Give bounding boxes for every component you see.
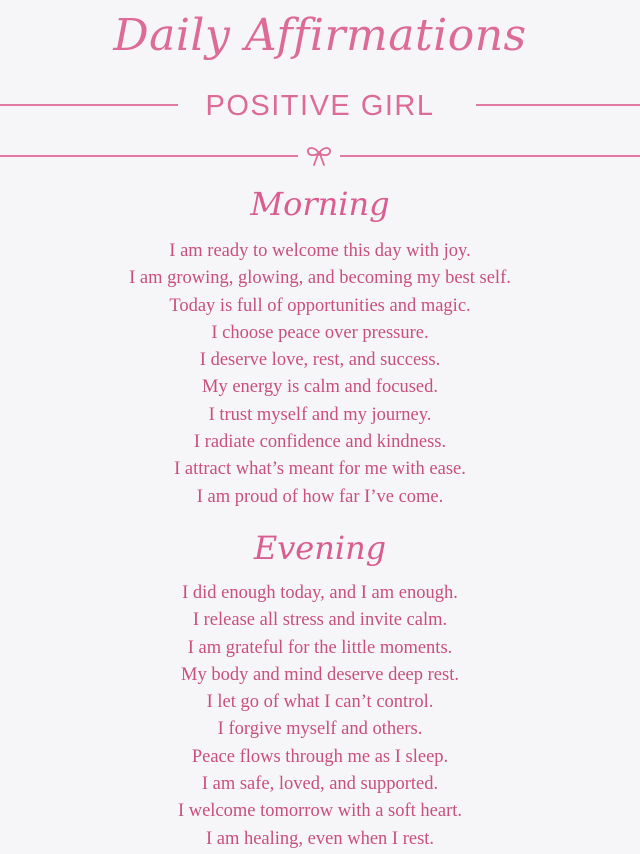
list-item: I release all stress and invite calm.	[192, 610, 448, 631]
list-item: I trust myself and my journey.	[208, 404, 432, 425]
list-item: I am growing, glowing, and becoming my best self.	[129, 268, 511, 289]
list-item: I did enough today, and I am enough.	[182, 583, 458, 603]
list-item: Peace flows through me as I sleep.	[191, 746, 449, 767]
page-subtitle: POSITIVE GIRL	[205, 90, 435, 122]
list-item: I attract what’s meant for me with ease.	[174, 459, 466, 480]
list-item: I am healing, even when I rest.	[205, 828, 435, 849]
bow-left-rule	[0, 155, 298, 157]
list-item: My body and mind deserve deep rest.	[181, 664, 459, 685]
page-title: Daily Affirmations	[113, 10, 527, 61]
list-item: I am safe, loved, and supported.	[201, 774, 439, 795]
list-item: I am grateful for the little moments.	[187, 637, 453, 658]
list-item: I am ready to welcome this day with joy.	[169, 241, 471, 261]
bow-divider	[0, 142, 640, 170]
bow-icon	[305, 144, 333, 168]
evening-affirmations	[0, 580, 640, 853]
subtitle-right-rule	[476, 104, 640, 106]
list-item: I am proud of how far I’ve come.	[196, 486, 444, 507]
section-heading-evening: Evening	[253, 529, 387, 567]
section-heading-morning: Morning	[250, 185, 390, 223]
list-item: I let go of what I can’t control.	[206, 692, 434, 713]
list-item: I choose peace over pressure.	[211, 322, 429, 343]
list-item: I deserve love, rest, and success.	[199, 350, 441, 371]
morning-affirmations	[0, 238, 640, 511]
bow-right-rule	[340, 155, 640, 157]
list-item: I forgive myself and others.	[217, 719, 423, 740]
list-item: Today is full of opportunities and magic.	[169, 295, 471, 316]
subtitle-banner	[0, 86, 640, 126]
list-item: I welcome tomorrow with a soft heart.	[177, 801, 463, 822]
list-item: I radiate confidence and kindness.	[193, 432, 447, 453]
list-item: My energy is calm and focused.	[202, 377, 438, 398]
